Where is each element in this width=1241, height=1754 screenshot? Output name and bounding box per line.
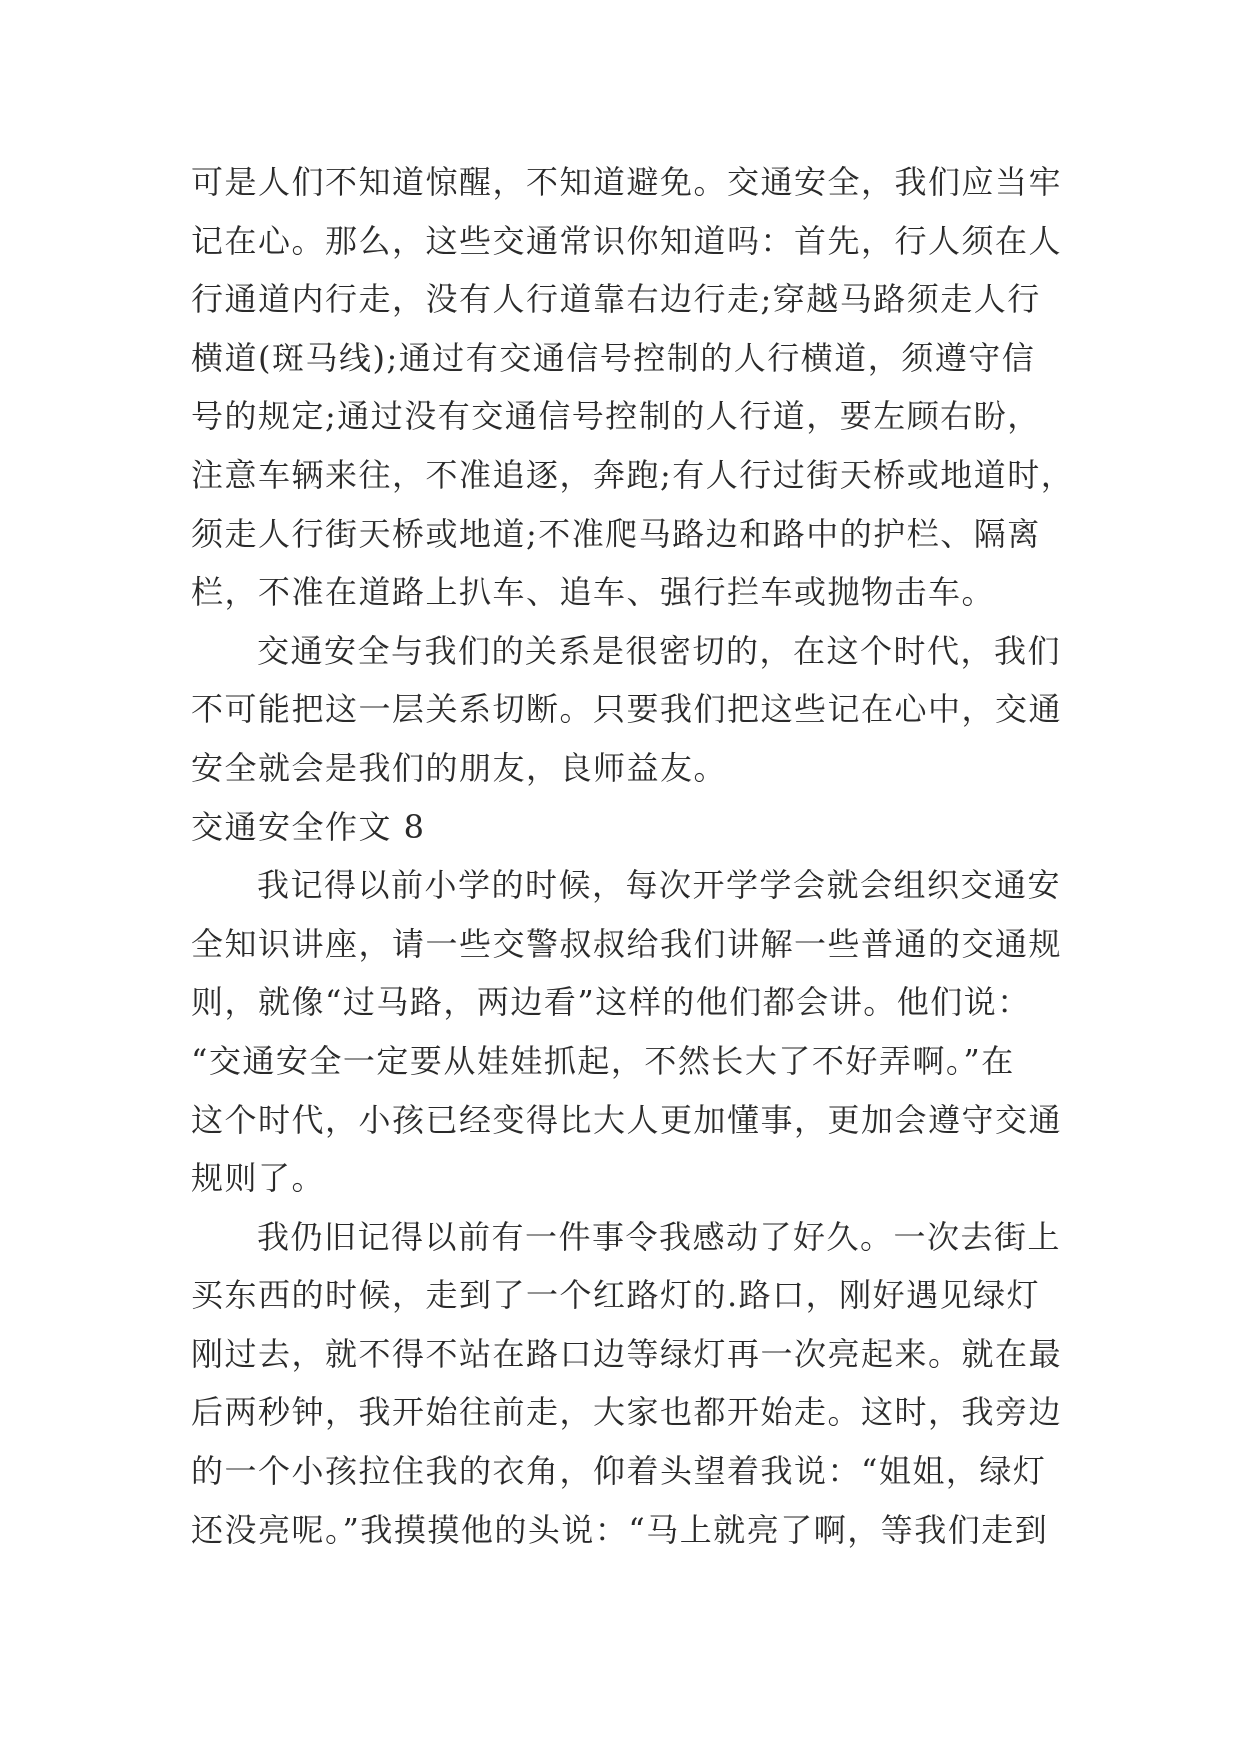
text-line: 我仍旧记得以前有一件事令我感动了好久。一次去街上 [257,1217,1062,1256]
text-line: “交通安全一定要从娃娃抓起，不然长大了不好弄啊。”在 [191,1041,1015,1080]
text-line: 刚过去，就不得不站在路口边等绿灯再一次亮起来。就在最 [191,1334,1063,1373]
text-line: 交通安全与我们的关系是很密切的，在这个时代，我们 [257,631,1062,670]
paragraph-traffic-rules [191,153,1075,622]
text-line: 行通道内行走，没有人行道靠右边行走;穿越马路须走人行 [191,280,1041,319]
text-line: 记在心。那么，这些交通常识你知道吗：首先，行人须在人 [191,221,1063,260]
text-line: 规则了。 [191,1159,326,1198]
text-line: 则，就像“过马路，两边看”这样的他们都会讲。他们说： [191,983,1031,1022]
document-body [191,153,1075,1559]
text-line: 不可能把这一层关系切断。只要我们把这些记在心中，交通 [191,690,1063,729]
text-line: 的一个小孩拉住我的衣角，仰着头望着我说：“姐姐，绿灯 [191,1452,1047,1491]
essay-title: 交通安全作文 8 [191,807,426,846]
section-heading [191,798,1071,857]
text-line: 这个时代，小孩已经变得比大人更加懂事，更加会遵守交通 [191,1100,1063,1139]
text-line: 栏，不准在道路上扒车、追车、强行拦车或抛物击车。 [191,573,996,612]
text-line: 可是人们不知道惊醒，不知道避免。交通安全，我们应当牢 [191,163,1063,201]
paragraph-touching-story [191,1208,1071,1560]
paragraph-school-lecture [191,856,1071,1208]
text-line: 全知识讲座，请一些交警叔叔给我们讲解一些普通的交通规 [191,924,1063,963]
text-line: 安全就会是我们的朋友，良师益友。 [191,748,728,787]
text-line: 还没亮呢。”我摸摸他的头说：“马上就亮了啊，等我们走到 [191,1510,1049,1549]
text-line: 后两秒钟，我开始往前走，大家也都开始走。这时，我旁边 [191,1393,1063,1432]
text-line: 我记得以前小学的时候，每次开学学会就会组织交通安 [257,866,1062,905]
text-line: 横道(斑马线);通过有交通信号控制的人行横道，须遵守信 [191,338,1036,377]
text-line: 须走人行街天桥或地道;不准爬马路边和路中的护栏、隔离 [191,514,1041,553]
text-line: 号的规定;通过没有交通信号控制的人行道，要左顾右盼， [191,397,1041,436]
text-line: 注意车辆来往，不准追逐，奔跑;有人行过街天桥或地道时， [191,455,1075,494]
paragraph-relationship [191,622,1071,798]
text-line: 买东西的时候，走到了一个红路灯的.路口，刚好遇见绿灯 [191,1276,1041,1315]
